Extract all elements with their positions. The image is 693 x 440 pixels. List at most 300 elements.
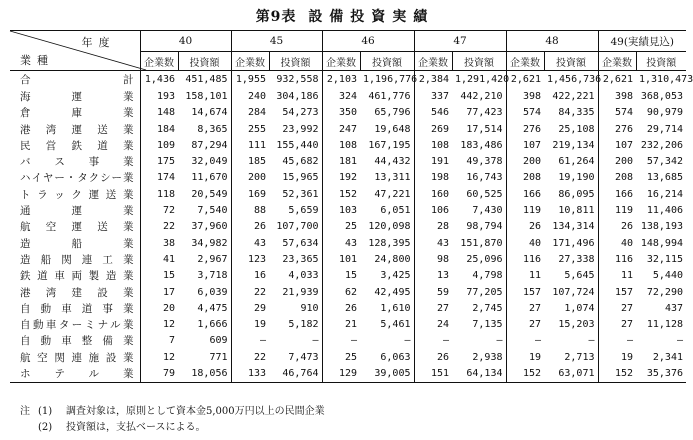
investment-cell: 7,430 [472, 205, 503, 217]
investment-cell: 167,195 [368, 139, 411, 151]
investment-cell: 6,051 [380, 205, 411, 217]
year-header: 40 [140, 31, 231, 52]
company-count-cell: 26 [414, 350, 452, 366]
investment-cell: 2,967 [197, 253, 228, 265]
company-count-cell: 185 [231, 154, 269, 170]
investment-cell: — [676, 335, 683, 347]
table-row [10, 219, 686, 235]
total-row [10, 71, 686, 90]
investment-cell: 128,395 [368, 237, 411, 249]
company-count-cell: 103 [322, 203, 360, 219]
industry-label: 倉庫業 [20, 107, 134, 120]
company-count-cell: 200 [506, 154, 544, 170]
company-count-cell: 169 [231, 187, 269, 203]
investment-cell: 24,800 [374, 253, 411, 265]
investment-cell: 5,182 [288, 319, 319, 331]
company-count-cell: 166 [506, 187, 544, 203]
industry-label: 自動車整備業 [20, 335, 134, 348]
investment-cell: 7,135 [472, 319, 503, 331]
company-count-cell: 193 [140, 89, 178, 105]
investment-cell: 42,495 [374, 286, 411, 298]
investment-cell: 21,939 [282, 286, 319, 298]
industry-label: 造船業 [20, 237, 134, 250]
company-count-cell: 284 [231, 105, 269, 121]
investment-cell: — [312, 335, 319, 347]
company-count-cell: 129 [322, 366, 360, 383]
investment-cell: 3,425 [380, 270, 411, 282]
investment-cell: 11,406 [646, 205, 683, 217]
company-count-cell: 40 [506, 236, 544, 252]
table-row [10, 333, 686, 349]
investment-cell: — [404, 335, 411, 347]
company-count-cell: 324 [322, 89, 360, 105]
company-count-cell: 184 [140, 122, 178, 138]
company-count-cell: 20 [140, 301, 178, 317]
investment-cell: — [588, 335, 595, 347]
company-count-cell: 7 [140, 333, 178, 349]
company-count-cell: 109 [140, 138, 178, 154]
investment-cell: 84,335 [558, 107, 595, 119]
investment-cell: 219,134 [552, 139, 595, 151]
company-count-cell: 276 [506, 122, 544, 138]
investment-cell: 609 [209, 335, 228, 347]
company-count-cell: 106 [414, 203, 452, 219]
investment-cell: 15,965 [282, 172, 319, 184]
company-count-cell: — [322, 333, 360, 349]
company-count-cell: 398 [598, 89, 636, 105]
investment-cell: 1,291,420 [455, 73, 510, 85]
industry-label: 鉄道車両製造業 [20, 270, 134, 283]
company-count-cell: 22 [231, 285, 269, 301]
year-header: 46 [322, 31, 414, 52]
investment-cell: 87,294 [191, 139, 228, 151]
subheader-company-count: 企業数 [414, 52, 452, 71]
company-count-cell: 337 [414, 89, 452, 105]
industry-label: ハイヤー・タクシー業 [20, 172, 134, 185]
company-count-cell: 22 [140, 219, 178, 235]
company-count-cell: 148 [140, 105, 178, 121]
industry-label: 造船関連工業 [20, 253, 134, 266]
table-row [10, 89, 686, 105]
company-count-cell: 101 [322, 252, 360, 268]
investment-cell: 232,206 [640, 139, 683, 151]
investment-cell: 8,365 [197, 123, 228, 135]
investment-cell: 23,992 [282, 123, 319, 135]
company-count-cell: 107 [598, 138, 636, 154]
company-count-cell: 12 [140, 350, 178, 366]
company-count-cell: 574 [598, 105, 636, 121]
company-count-cell: 88 [231, 203, 269, 219]
company-count-cell: 152 [322, 187, 360, 203]
investment-cell: 3,718 [197, 270, 228, 282]
company-count-cell: 247 [322, 122, 360, 138]
corner-cell [10, 31, 140, 71]
company-count-cell: 175 [140, 154, 178, 170]
investment-cell: 27,338 [558, 253, 595, 265]
subheader-investment: 投資額 [452, 52, 506, 71]
company-count-cell: 41 [140, 252, 178, 268]
investment-cell: 77,205 [466, 286, 503, 298]
company-count-cell: 11 [598, 268, 636, 284]
industry-label: 航空運送業 [20, 221, 134, 234]
table-row [10, 252, 686, 268]
company-count-cell: 40 [598, 236, 636, 252]
table-row [10, 317, 686, 333]
subheader-investment: 投資額 [360, 52, 414, 71]
investment-cell: 2,745 [472, 302, 503, 314]
company-count-cell: 152 [598, 366, 636, 383]
table-caption: 設備投資実績 [308, 9, 435, 25]
company-count-cell: 43 [414, 236, 452, 252]
year-header: 45 [231, 31, 322, 52]
investment-cell: 17,514 [466, 123, 503, 135]
company-count-cell: 2,621 [506, 71, 544, 90]
investment-cell: 54,273 [282, 107, 319, 119]
note-prefix: 注 [20, 406, 30, 417]
company-count-cell: 191 [414, 154, 452, 170]
investment-cell: 25,096 [466, 253, 503, 265]
company-count-cell: 19 [506, 350, 544, 366]
company-count-cell: 181 [322, 154, 360, 170]
company-count-cell: 27 [598, 301, 636, 317]
year-header: 47 [414, 31, 506, 52]
investment-cell: 183,486 [460, 139, 503, 151]
investment-cell: 39,005 [360, 366, 414, 383]
table-body [10, 71, 693, 383]
subheader-investment: 投資額 [636, 52, 686, 71]
company-count-cell: 200 [598, 154, 636, 170]
company-count-cell: 11 [506, 268, 544, 284]
company-count-cell: 12 [140, 317, 178, 333]
company-count-cell: 108 [322, 138, 360, 154]
investment-cell: 13,685 [646, 172, 683, 184]
company-count-cell: 15 [140, 268, 178, 284]
company-count-cell: 26 [506, 219, 544, 235]
industry-label: 合計 [20, 73, 134, 86]
investment-cell: 148,994 [640, 237, 683, 249]
investment-cell: 451,485 [185, 73, 228, 85]
company-count-cell: 208 [598, 170, 636, 186]
investment-cell: 2,341 [652, 351, 683, 363]
corner-industry-label: 業種 [20, 54, 54, 67]
investment-cell: 107,724 [552, 286, 595, 298]
company-count-cell: 19 [598, 350, 636, 366]
company-count-cell: 174 [140, 170, 178, 186]
investment-cell: 98,794 [466, 221, 503, 233]
table-row [10, 138, 686, 154]
table-row [10, 268, 686, 284]
investment-cell: 7,473 [288, 351, 319, 363]
company-count-cell: 27 [598, 317, 636, 333]
company-count-cell: — [414, 333, 452, 349]
industry-label: 港湾建設業 [20, 286, 134, 299]
subheader-investment: 投資額 [269, 52, 322, 71]
investment-cell: 77,423 [466, 107, 503, 119]
company-count-cell: 2,621 [598, 71, 636, 90]
company-count-cell: 72 [140, 203, 178, 219]
table-number: 第9表 [255, 9, 297, 25]
company-count-cell: 25 [322, 350, 360, 366]
company-count-cell: 198 [414, 170, 452, 186]
company-count-cell: 24 [414, 317, 452, 333]
investment-table [10, 30, 693, 383]
company-count-cell: 133 [231, 366, 269, 383]
investment-cell: 442,210 [460, 91, 503, 102]
investment-cell: 138,193 [640, 221, 683, 233]
company-count-cell: 574 [506, 105, 544, 121]
investment-cell: 37,960 [191, 221, 228, 233]
company-count-cell: 157 [506, 285, 544, 301]
table-row [10, 301, 686, 317]
company-count-cell: 350 [322, 105, 360, 121]
investment-cell: 2,938 [472, 351, 503, 363]
year-header: 48 [506, 31, 598, 52]
investment-cell: 5,440 [652, 270, 683, 282]
investment-cell: 4,033 [288, 270, 319, 282]
company-count-cell: 22 [231, 350, 269, 366]
company-count-cell: — [598, 333, 636, 349]
industry-label: 自動車ターミナル業 [20, 319, 134, 332]
company-count-cell: 107 [506, 138, 544, 154]
table-row [10, 285, 686, 301]
investment-cell: 20,549 [191, 188, 228, 200]
investment-cell: 23,365 [282, 253, 319, 265]
company-count-cell: 21 [322, 317, 360, 333]
company-count-cell: 59 [414, 285, 452, 301]
investment-cell: 11,128 [646, 319, 683, 331]
industry-label: ホテル業 [10, 366, 140, 383]
investment-cell: 11,670 [191, 172, 228, 184]
company-count-cell: 27 [414, 301, 452, 317]
investment-cell: 44,432 [374, 156, 411, 168]
investment-cell: 771 [209, 351, 228, 363]
company-count-cell: 28 [414, 219, 452, 235]
industry-label: バス事業 [20, 156, 134, 169]
investment-cell: 6,039 [197, 286, 228, 298]
table-row [10, 154, 686, 170]
subheader-investment: 投資額 [178, 52, 231, 71]
investment-cell: 34,982 [191, 237, 228, 249]
table-row [10, 236, 686, 252]
company-count-cell: 276 [598, 122, 636, 138]
company-count-cell: 26 [322, 301, 360, 317]
investment-cell: 32,049 [191, 156, 228, 168]
investment-cell: 4,798 [472, 270, 503, 282]
investment-cell: 910 [300, 302, 319, 314]
company-count-cell: 15 [322, 268, 360, 284]
industry-label: トラック運送業 [20, 188, 134, 201]
company-count-cell: 116 [506, 252, 544, 268]
investment-cell: 7,540 [197, 205, 228, 217]
table-row [10, 187, 686, 203]
investment-cell: 6,063 [380, 351, 411, 363]
table-row [10, 203, 686, 219]
investment-cell: 422,221 [552, 91, 595, 102]
investment-cell: 61,264 [558, 156, 595, 168]
company-count-cell: 16 [231, 268, 269, 284]
company-count-cell: 13 [414, 268, 452, 284]
company-count-cell: 157 [598, 285, 636, 301]
company-count-cell: 27 [506, 301, 544, 317]
company-count-cell: 118 [140, 187, 178, 203]
industry-label: 自動車道事業 [20, 302, 134, 315]
industry-label: 海運業 [20, 91, 134, 103]
investment-cell: 16,214 [646, 188, 683, 200]
note-text: 投資額は，支払ベースによる。 [66, 422, 206, 433]
investment-cell: 64,134 [452, 366, 506, 383]
investment-cell: 5,645 [564, 270, 595, 282]
investment-cell: 437 [664, 302, 683, 314]
subheader-company-count: 企業数 [322, 52, 360, 71]
note-index: (1) [38, 406, 53, 417]
company-count-cell: 26 [598, 219, 636, 235]
investment-cell: 13,311 [374, 172, 411, 184]
investment-cell: 57,634 [282, 237, 319, 249]
investment-cell: 368,053 [640, 91, 683, 102]
company-count-cell: 27 [506, 317, 544, 333]
investment-cell: 14,674 [191, 107, 228, 119]
investment-cell: 57,342 [646, 156, 683, 168]
investment-cell: 107,700 [276, 221, 319, 233]
company-count-cell: — [506, 333, 544, 349]
company-count-cell: 2,103 [322, 71, 360, 90]
investment-cell: 158,101 [185, 91, 228, 102]
company-count-cell: 38 [140, 236, 178, 252]
investment-cell: 90,979 [646, 107, 683, 119]
subheader-investment: 投資額 [544, 52, 598, 71]
investment-cell: 25,108 [558, 123, 595, 135]
company-count-cell: 62 [322, 285, 360, 301]
investment-cell: 47,221 [374, 188, 411, 200]
investment-cell: 52,361 [282, 188, 319, 200]
investment-cell: 16,743 [466, 172, 503, 184]
investment-cell: 18,056 [178, 366, 231, 383]
investment-cell: 15,203 [558, 319, 595, 331]
investment-cell: 60,525 [466, 188, 503, 200]
corner-year-label: 年度 [81, 36, 116, 49]
company-count-cell: 29 [231, 301, 269, 317]
company-count-cell: 111 [231, 138, 269, 154]
company-count-cell: 43 [231, 236, 269, 252]
investment-cell: 86,095 [558, 188, 595, 200]
company-count-cell: 200 [231, 170, 269, 186]
table-row [10, 350, 686, 366]
company-count-cell: 240 [231, 89, 269, 105]
note-item [20, 404, 325, 420]
table-row [10, 122, 686, 138]
company-count-cell: 108 [414, 138, 452, 154]
table-title [0, 6, 690, 26]
investment-cell: 120,098 [368, 221, 411, 233]
company-count-cell: 255 [231, 122, 269, 138]
notes [20, 404, 325, 436]
investment-cell: 4,475 [197, 302, 228, 314]
company-count-cell: 160 [414, 187, 452, 203]
company-count-cell: 43 [322, 236, 360, 252]
subheader-company-count: 企業数 [506, 52, 544, 71]
company-count-cell: 79 [140, 366, 178, 383]
company-count-cell: — [231, 333, 269, 349]
company-count-cell: 151 [414, 366, 452, 383]
company-count-cell: 17 [140, 285, 178, 301]
investment-cell: 1,310,473 [639, 73, 693, 85]
subheader-company-count: 企業数 [598, 52, 636, 71]
company-count-cell: 398 [506, 89, 544, 105]
investment-cell: 1,610 [380, 302, 411, 314]
company-count-cell: 152 [506, 366, 544, 383]
company-count-cell: 26 [231, 219, 269, 235]
investment-cell: 5,461 [380, 319, 411, 331]
company-count-cell: 25 [322, 219, 360, 235]
investment-cell: 151,870 [460, 237, 503, 249]
investment-cell: 1,196,776 [363, 73, 418, 85]
investment-cell: 932,558 [276, 73, 319, 85]
investment-cell: 1,456,736 [547, 73, 602, 85]
company-count-cell: 123 [231, 252, 269, 268]
industry-label: 航空関連施設業 [20, 351, 134, 364]
investment-cell: 46,764 [269, 366, 322, 383]
company-count-cell: 19 [231, 317, 269, 333]
investment-cell: 49,378 [466, 156, 503, 168]
investment-cell: 134,314 [552, 221, 595, 233]
industry-label: 民営鉄道業 [20, 139, 134, 152]
company-count-cell: 208 [506, 170, 544, 186]
investment-cell: 2,713 [564, 351, 595, 363]
company-count-cell: 546 [414, 105, 452, 121]
note-text: 調査対象は，原則として資本金5,000万円以上の民間企業 [66, 406, 325, 417]
company-count-cell: 166 [598, 187, 636, 203]
investment-cell: 461,776 [368, 91, 411, 102]
investment-cell: 19,190 [558, 172, 595, 184]
investment-cell: 35,376 [636, 366, 686, 383]
company-count-cell: 269 [414, 122, 452, 138]
note-index: (2) [38, 422, 53, 433]
investment-cell: 10,811 [558, 205, 595, 217]
company-count-cell: 119 [598, 203, 636, 219]
subheader-company-count: 企業数 [140, 52, 178, 71]
investment-cell: 63,071 [544, 366, 598, 383]
year-header: 49(実績見込) [598, 31, 686, 52]
investment-cell: 5,659 [288, 205, 319, 217]
note-item [20, 420, 325, 436]
subheader-company-count: 企業数 [231, 52, 269, 71]
investment-cell: 155,440 [276, 139, 319, 151]
year-header-row [10, 31, 686, 52]
investment-cell: 1,074 [564, 302, 595, 314]
investment-cell: 32,115 [646, 253, 683, 265]
investment-cell: 65,796 [374, 107, 411, 119]
investment-cell: 29,714 [646, 123, 683, 135]
investment-cell: 45,682 [282, 156, 319, 168]
investment-cell: — [496, 335, 503, 347]
investment-cell: 171,496 [552, 237, 595, 249]
company-count-cell: 192 [322, 170, 360, 186]
investment-cell: 304,186 [276, 91, 319, 102]
investment-cell: 19,648 [374, 123, 411, 135]
industry-label: 港湾運送業 [20, 123, 134, 136]
company-count-cell: 2,384 [414, 71, 452, 90]
investment-cell: 1,666 [197, 319, 228, 331]
company-count-cell: 1,955 [231, 71, 269, 90]
table-row [10, 105, 686, 121]
company-count-cell: 1,436 [140, 71, 178, 90]
industry-label: 通運業 [20, 205, 134, 218]
company-count-cell: 98 [414, 252, 452, 268]
table-row [10, 170, 686, 186]
table-row [10, 366, 686, 383]
investment-cell: 72,290 [646, 286, 683, 298]
company-count-cell: 116 [598, 252, 636, 268]
